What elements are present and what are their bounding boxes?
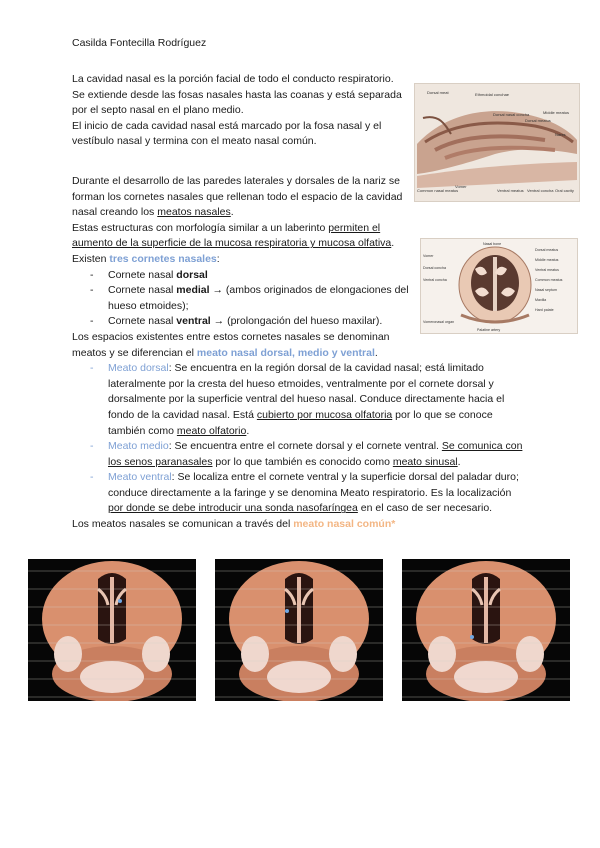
intro-line-3: El inicio de cada cavidad nasal está marcado por la fosa nasal y el vestíbulo nasal y termina con el meato nasal común. bbox=[72, 119, 382, 148]
fig2-label: Dorsal concha bbox=[423, 266, 446, 270]
cross-section-figure bbox=[420, 238, 578, 334]
photo-drawing bbox=[402, 559, 570, 701]
meato-underline: meato olfatorio bbox=[176, 424, 247, 437]
fig1-label: Dorsal meat bbox=[427, 90, 449, 95]
sagittal-diagram bbox=[415, 84, 579, 201]
list-item bbox=[72, 470, 524, 517]
fig2-label: Nasal septum bbox=[535, 288, 557, 292]
cornete-text: Cornete nasal bbox=[108, 268, 177, 281]
photo-drawing bbox=[28, 559, 196, 701]
meato-comun-highlight: meato nasal común bbox=[293, 518, 392, 531]
author-name: Casilda Fontecilla Rodríguez bbox=[72, 37, 207, 49]
development-paragraph bbox=[72, 174, 412, 221]
fig1-label: Dorsal nasal concha bbox=[493, 112, 530, 117]
fig1-label: Middle meatus bbox=[543, 110, 570, 115]
cornete-bold: ventral bbox=[176, 315, 211, 328]
meato-text: . bbox=[246, 424, 250, 437]
meatos-intro-end: . bbox=[374, 346, 378, 359]
meato-underline: Se comunica con los senos paranasales bbox=[108, 440, 523, 468]
fig2-label: Hard palate bbox=[535, 308, 554, 312]
fig2-label: Common meatus bbox=[535, 278, 563, 282]
meato-underline: meato sinusal bbox=[392, 455, 458, 468]
fig1-label: Ventral meatus bbox=[497, 188, 524, 193]
fig1-label: Oral cavity bbox=[555, 188, 574, 193]
meato-text: en el caso de ser necesario. bbox=[357, 502, 493, 515]
cornetes-list bbox=[72, 268, 412, 330]
cornetes-intro-text: Existen bbox=[72, 252, 110, 265]
meato-text: : Se encuentra entre el cornete dorsal y el cornete ventral. bbox=[168, 440, 442, 453]
list-item bbox=[72, 268, 412, 284]
cornete-post: → (prolongación del hueso maxilar). bbox=[210, 315, 383, 328]
meatos-nasales-term: meatos nasales bbox=[157, 206, 231, 219]
cornete-bold: medial bbox=[176, 284, 210, 297]
sagittal-nasal-figure bbox=[414, 83, 580, 202]
tres-cornetes-highlight: tres cornetes nasales bbox=[109, 252, 217, 265]
fig2-label: Nasal bone bbox=[483, 242, 502, 246]
cornete-text: Cornete nasal bbox=[108, 284, 177, 297]
meato-text: : Se encuentra en la región dorsal de la cavidad nasal; está limitado lateralmente por la cresta del hueso etmoides, ventralmente por el cornete dorsal y dorsalmente por la superficie ventral del hueso nasal. Conduce directamente hacia el fondo de la cavidad nasal. Está bbox=[108, 362, 505, 421]
meato-underline: por donde se debe introducir una sonda nasofaríngea bbox=[108, 502, 358, 515]
cornetes-intro bbox=[72, 252, 412, 268]
meato-text: . bbox=[457, 455, 461, 468]
cornete-text: Cornete nasal bbox=[108, 315, 177, 328]
structure-underlined: permiten el aumento de la superficie de la mucosa respiratoria y mucosa olfativa bbox=[72, 221, 392, 250]
cornete-bold: dorsal bbox=[176, 268, 208, 281]
meato-medio-title: Meato medio bbox=[108, 440, 169, 453]
cross-section-photo-2 bbox=[215, 559, 383, 701]
fig1-label: Nares bbox=[555, 132, 566, 137]
fig2-label: Ventral concha bbox=[423, 278, 447, 282]
fig2-label: Vomer bbox=[423, 254, 434, 258]
fig1-label: Ventral concha bbox=[527, 188, 554, 193]
list-item bbox=[72, 439, 524, 470]
photo-drawing bbox=[215, 559, 383, 701]
fig1-label: Common nasal meatus bbox=[417, 188, 459, 193]
meatos-intro-text: Los espacios existentes entre estos cornetes nasales se denominan meatos y se diferencian el bbox=[72, 330, 390, 359]
dev-text-end: . bbox=[230, 206, 234, 219]
structure-text: Estas estructuras con morfología similar a un laberinto bbox=[72, 221, 329, 234]
meatos-intro bbox=[72, 330, 407, 361]
fig1-label: Vomer bbox=[455, 184, 467, 189]
intro-line-2: Se extiende desde las fosas nasales hasta las coanas y está separada por el septo nasal en el plano medio. bbox=[72, 88, 402, 117]
meato-underline: cubierto por mucosa olfatoria bbox=[256, 408, 393, 421]
cornete-post: → (ambos originados de elongaciones del hueso etmoides); bbox=[108, 284, 409, 312]
meato-text: : Se localiza entre el cornete ventral y la superficie dorsal del paladar duro; conduce directamente a la faringe y se denomina Meato respiratorio. Es la localización bbox=[108, 471, 519, 499]
fig1-label: Dorsal meatus bbox=[525, 118, 551, 123]
fig2-label: Palatine artery bbox=[477, 328, 501, 332]
cornetes-intro-colon: : bbox=[216, 252, 220, 265]
fig2-label: Ventral meatus bbox=[535, 268, 559, 272]
list-item bbox=[72, 361, 524, 439]
meato-dorsal-title: Meato dorsal bbox=[108, 362, 169, 375]
meatos-list bbox=[72, 361, 524, 517]
meatos-highlight: meato nasal dorsal, medio y ventral bbox=[196, 346, 375, 359]
intro-line-1: La cavidad nasal es la porción facial de todo el conducto respiratorio. bbox=[72, 73, 394, 85]
meato-text: por lo que se conoce también como bbox=[108, 408, 493, 437]
fig2-label: Middle meatus bbox=[535, 258, 559, 262]
fig2-label: Vomeronasal organ bbox=[423, 320, 455, 324]
meato-text: por lo que también es conocido como bbox=[212, 455, 393, 468]
closing-text: Los meatos nasales se comunican a través del bbox=[72, 518, 294, 531]
cross-section-diagram bbox=[421, 239, 577, 333]
list-item bbox=[72, 283, 412, 314]
structure-text-end: . bbox=[391, 237, 395, 250]
dev-text: Durante el desarrollo de las paredes laterales y dorsales de la nariz se forman los cornetes nasales que rellenan todo el espacio de la cavidad nasal creando los bbox=[72, 175, 403, 219]
closing-asterisk: * bbox=[391, 518, 396, 531]
cross-section-photo-1 bbox=[28, 559, 196, 701]
list-item bbox=[72, 314, 412, 330]
closing-line bbox=[72, 517, 412, 533]
fig1-label: Ethmoidal conchae bbox=[475, 92, 510, 97]
cross-section-photo-3 bbox=[402, 559, 570, 701]
meato-ventral-title: Meato ventral bbox=[108, 471, 172, 484]
intro-paragraph bbox=[72, 72, 407, 150]
fig2-label: Dorsal meatus bbox=[535, 248, 559, 252]
structure-paragraph bbox=[72, 221, 412, 252]
fig2-label: Maxilla bbox=[535, 298, 547, 302]
